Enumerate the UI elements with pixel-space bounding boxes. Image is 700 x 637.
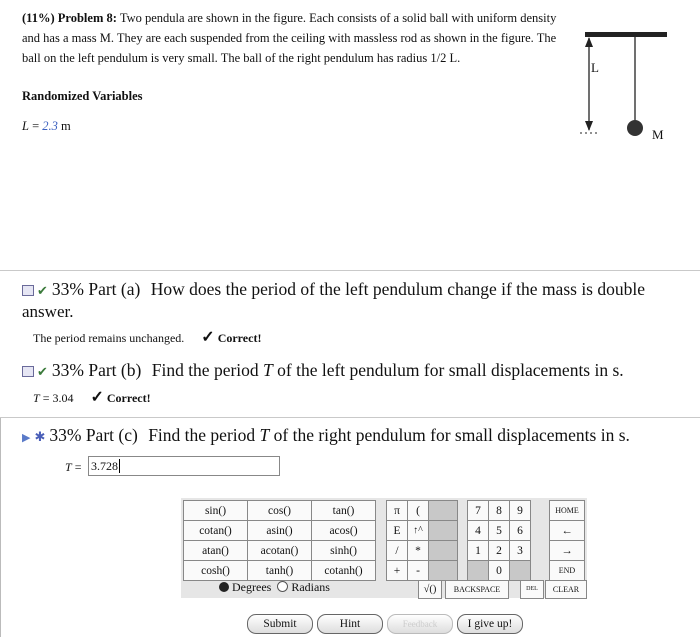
randomized-variables-heading: Randomized Variables: [22, 89, 143, 103]
blank-key: [510, 561, 531, 581]
part-c-input-label: [65, 460, 81, 475]
cotanh-button[interactable]: cotanh(): [312, 561, 376, 581]
part-b-label: Part (b): [88, 360, 142, 380]
sqrt-button[interactable]: √(): [418, 580, 442, 599]
x-mark-icon: ✱: [34, 429, 46, 444]
part-c-var: T: [259, 425, 270, 445]
blank-key: [429, 541, 458, 561]
arrow-head-bottom: [585, 121, 593, 131]
divide-button[interactable]: /: [387, 541, 408, 561]
part-a-status: Correct!: [217, 331, 262, 345]
angle-mode: [219, 580, 330, 595]
part-a-answer: The period remains unchanged.: [33, 331, 185, 345]
part-a-answer-row: [33, 327, 261, 347]
digit-0-button[interactable]: 0: [489, 561, 510, 581]
degrees-label: Degrees: [232, 580, 272, 594]
part-b-answer-value: 3.04: [52, 391, 74, 405]
digit-9-button[interactable]: 9: [510, 501, 531, 521]
part-c-question-post: of the right pendulum for small displacements in s.: [269, 425, 630, 445]
part-a-question-cont: answer.: [22, 302, 74, 321]
part-b-question-post: of the left pendulum for small displacements in s.: [272, 360, 624, 380]
home-button[interactable]: HOME: [550, 501, 585, 521]
right-arrow-button[interactable]: →: [550, 541, 585, 561]
tan-button[interactable]: tan(): [312, 501, 376, 521]
plus-button[interactable]: +: [387, 561, 408, 581]
digit-3-button[interactable]: 3: [510, 541, 531, 561]
part-b-question-pre: Find the period: [151, 360, 264, 380]
part-a-percent: 33%: [51, 279, 84, 299]
sin-button[interactable]: sin(): [184, 501, 248, 521]
part-b-status: Correct!: [106, 391, 151, 405]
degrees-radio[interactable]: [219, 582, 229, 592]
e-button[interactable]: E: [387, 521, 408, 541]
check-icon: ✔: [37, 283, 48, 298]
part-a-question: How does the period of the left pendulum change if the mass is double: [150, 279, 645, 299]
arrow-head-top: [585, 37, 593, 47]
part-a-label: Part (a): [88, 279, 141, 299]
figure-label-M: M: [652, 127, 664, 142]
minus-button[interactable]: -: [408, 561, 429, 581]
problem-statement: [22, 8, 562, 68]
part-b-answer-var: T: [33, 391, 40, 405]
submit-button[interactable]: Submit: [247, 614, 313, 634]
variable-name: L: [22, 119, 29, 133]
side-keypad: [549, 500, 585, 581]
pi-button[interactable]: π: [387, 501, 408, 521]
correct-check-icon: ✓: [90, 389, 104, 406]
part-a-row: [22, 279, 645, 300]
digit-4-button[interactable]: 4: [468, 521, 489, 541]
digit-1-button[interactable]: 1: [468, 541, 489, 561]
variable-value: 2.3: [42, 119, 58, 133]
digit-6-button[interactable]: 6: [510, 521, 531, 541]
part-c-input-eq: =: [71, 460, 82, 474]
radians-radio[interactable]: [277, 581, 288, 592]
part-c-label: Part (c): [85, 425, 138, 445]
acotan-button[interactable]: acotan(): [248, 541, 312, 561]
problem-header: (11%) Problem 8:: [22, 11, 117, 25]
play-arrow-icon[interactable]: ▶: [22, 432, 31, 444]
figure-label-L: L: [591, 60, 599, 75]
tanh-button[interactable]: tanh(): [248, 561, 312, 581]
variable-unit: m: [57, 119, 71, 133]
sinh-button[interactable]: sinh(): [312, 541, 376, 561]
digit-7-button[interactable]: 7: [468, 501, 489, 521]
variable-L: [22, 119, 71, 134]
feedback-button: Feedback: [387, 614, 453, 634]
digit-5-button[interactable]: 5: [489, 521, 510, 541]
open-paren-button[interactable]: (: [408, 501, 429, 521]
check-icon: ✔: [37, 364, 48, 379]
part-b-percent: 33%: [51, 360, 84, 380]
backspace-button[interactable]: BACKSPACE: [445, 580, 509, 599]
part-b-answer-eq: =: [39, 391, 53, 405]
part-c-percent: 33%: [49, 425, 82, 445]
symbol-keypad: [386, 500, 458, 581]
end-button[interactable]: END: [550, 561, 585, 581]
del-button[interactable]: DEL: [520, 580, 544, 599]
asin-button[interactable]: asin(): [248, 521, 312, 541]
power-button[interactable]: ↑^: [408, 521, 429, 541]
correct-check-icon: ✓: [201, 329, 215, 346]
pendulum-ball: [627, 120, 643, 136]
blank-key: [468, 561, 489, 581]
part-b-expand-icon[interactable]: [22, 366, 34, 377]
cotan-button[interactable]: cotan(): [184, 521, 248, 541]
multiply-button[interactable]: *: [408, 541, 429, 561]
clear-button[interactable]: CLEAR: [545, 580, 587, 599]
text-cursor: [119, 459, 120, 473]
problem-text: Two pendula are shown in the figure. Each consists of a solid ball with uniform density and has a mass M. They are each suspended from the ceiling with massless rod as shown in the figure. The ball on the left pendulum is very small. The ball of the right pendulum has radius 1/2 L.: [22, 11, 557, 65]
acos-button[interactable]: acos(): [312, 521, 376, 541]
radians-label: Radians: [291, 580, 330, 594]
cosh-button[interactable]: cosh(): [184, 561, 248, 581]
function-keypad: [183, 500, 376, 581]
digit-2-button[interactable]: 2: [489, 541, 510, 561]
give-up-button[interactable]: I give up!: [457, 614, 523, 634]
blank-key: [429, 501, 458, 521]
part-b-var: T: [263, 360, 273, 380]
digit-keypad: [467, 500, 531, 581]
part-c-question-pre: Find the period: [148, 425, 260, 445]
section-divider: [0, 270, 700, 271]
hint-button[interactable]: Hint: [317, 614, 383, 634]
blank-key: [429, 521, 458, 541]
digit-8-button[interactable]: 8: [489, 501, 510, 521]
part-b-row: [22, 360, 624, 381]
ceiling-bar: [585, 32, 667, 37]
answer-input-value: 3.728: [91, 459, 118, 473]
variable-eq: =: [28, 119, 43, 133]
cos-button[interactable]: cos(): [248, 501, 312, 521]
left-arrow-button[interactable]: ←: [550, 521, 585, 541]
atan-button[interactable]: atan(): [184, 541, 248, 561]
part-c-row: [22, 425, 630, 446]
blank-key: [429, 561, 458, 581]
part-b-answer-row: [33, 387, 151, 407]
part-a-expand-icon[interactable]: [22, 285, 34, 296]
part-c-input-var: T: [65, 460, 72, 474]
answer-input[interactable]: [88, 456, 280, 476]
